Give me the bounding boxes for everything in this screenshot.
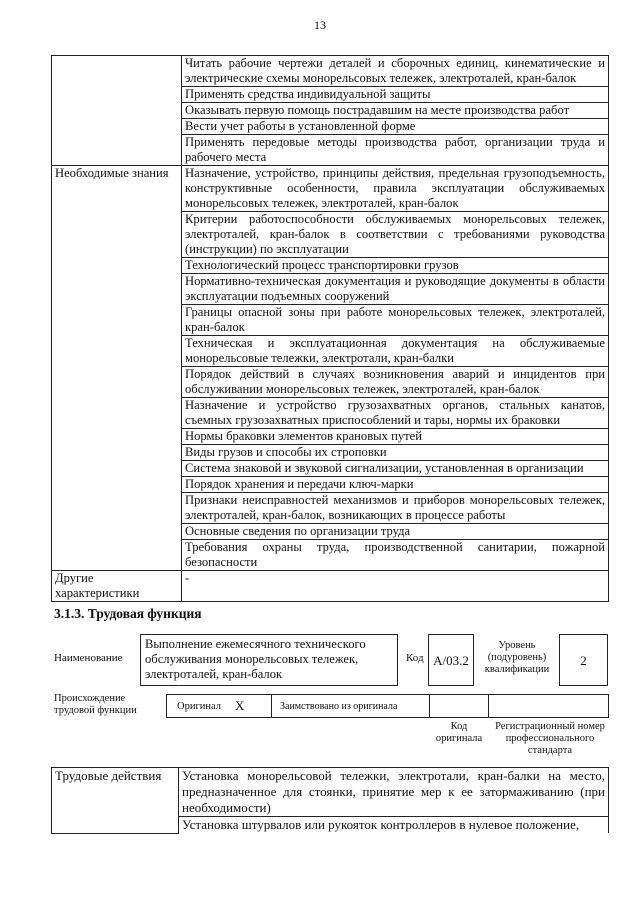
code-label: Код [406, 652, 424, 664]
action-item: Установка штурвалов или рукояток контроллеров в нулевое положение, [179, 817, 609, 834]
borrowed-cell [271, 694, 430, 718]
level-value: 2 [559, 634, 608, 686]
reg-caption: Регистрационный номер профессионального стандарта [495, 721, 605, 756]
name-label: Наименование [54, 652, 123, 664]
knowledge-item: Технологический процесс транспортировки грузов [182, 258, 609, 274]
knowledge-item: Порядок хранения и передачи ключ-марки [182, 477, 609, 493]
knowledge-item: Нормативно-техническая документация и руководящие документы в области эксплуатации подъемных сооружений [182, 274, 609, 305]
page-number: 13 [314, 18, 326, 32]
borrowed-label: Заимствовано из оригинала [280, 701, 398, 712]
knowledge-item: Виды грузов и способы их строповки [182, 445, 609, 461]
knowledge-item: Назначение и устройство грузозахватных органов, стальных канатов, съемных грузозахватных приспособлений и тары, нормы их браковки [182, 398, 609, 429]
skills-knowledge-table [51, 55, 609, 602]
row-label-knowledge: Необходимые знания [52, 166, 182, 571]
knowledge-item: Критерии работоспособности обслуживаемых монорельсовых тележек, электроталей, кран-балок в соответствии с требованиями руководства (инструкции) по эксплуатации [182, 212, 609, 258]
knowledge-item: Техническая и эксплуатационная документация на обслуживаемые монорельсовые тележки, электротали, кран-балки [182, 336, 609, 367]
original-cell [166, 694, 272, 718]
table-row [52, 56, 609, 87]
function-code: А/03.2 [428, 634, 474, 686]
table-row [52, 571, 609, 602]
skill-item: Вести учет работы в установленной форме [182, 119, 609, 135]
original-code-cell [429, 694, 489, 718]
table-row [52, 768, 609, 817]
skill-item: Читать рабочие чертежи деталей и сборочных единиц, кинематические и электрические схемы монорельсовых тележек, электроталей, кран-балок [182, 56, 609, 87]
skill-item: Применять передовые методы производства работ, организации труда и рабочего места [182, 135, 609, 166]
skill-item: Оказывать первую помощь пострадавшим на месте производства работ [182, 103, 609, 119]
original-mark: X [235, 698, 245, 713]
knowledge-item: Основные сведения по организации труда [182, 524, 609, 540]
other-item: - [182, 571, 609, 602]
origin-label: Происхождение трудовой функции [54, 693, 137, 716]
labor-actions-table [51, 767, 609, 834]
function-name: Выполнение ежемесячного технического обслуживания монорельсовых тележек, электроталей, кран-балок [140, 634, 398, 686]
original-label: Оригинал [177, 701, 221, 712]
row-label-other: Другие характеристики [52, 571, 182, 602]
knowledge-item: Требования охраны труда, производственной санитарии, пожарной безопасности [182, 540, 609, 571]
knowledge-item: Признаки неисправностей механизмов и приборов монорельсовых тележек, электроталей, кран-балок, возникающих в процессе работы [182, 493, 609, 524]
level-label: Уровень (подуровень) квалификации [484, 640, 550, 675]
skill-item: Применять средства индивидуальной защиты [182, 87, 609, 103]
code-caption: Код оригинала [435, 721, 483, 744]
knowledge-item: Границы опасной зоны при работе монорельсовых тележек, электроталей, кран-балок [182, 305, 609, 336]
knowledge-item: Назначение, устройство, принципы действия, предельная грузоподъемность, конструктивные особенности, правила эксплуатации обслуживаемых монорельсовых тележек, электроталей, кран-балок [182, 166, 609, 212]
row-label-actions: Трудовые действия [52, 768, 179, 834]
row-label [52, 56, 182, 166]
reg-number-cell [488, 694, 609, 718]
action-item: Установка монорельсовой тележки, электротали, кран-балки на место, предназначенное для стоянки, принятие мер к ее затормаживанию (при необходимости) [179, 768, 609, 817]
knowledge-item: Система знаковой и звуковой сигнализации, установленная в организации [182, 461, 609, 477]
section-title: 3.1.3. Трудовая функция [54, 606, 202, 621]
knowledge-item: Нормы браковки элементов крановых путей [182, 429, 609, 445]
knowledge-item: Порядок действий в случаях возникновения аварий и инцидентов при обслуживании монорельсовых тележек, электроталей, кран-балок [182, 367, 609, 398]
table-row [52, 166, 609, 212]
